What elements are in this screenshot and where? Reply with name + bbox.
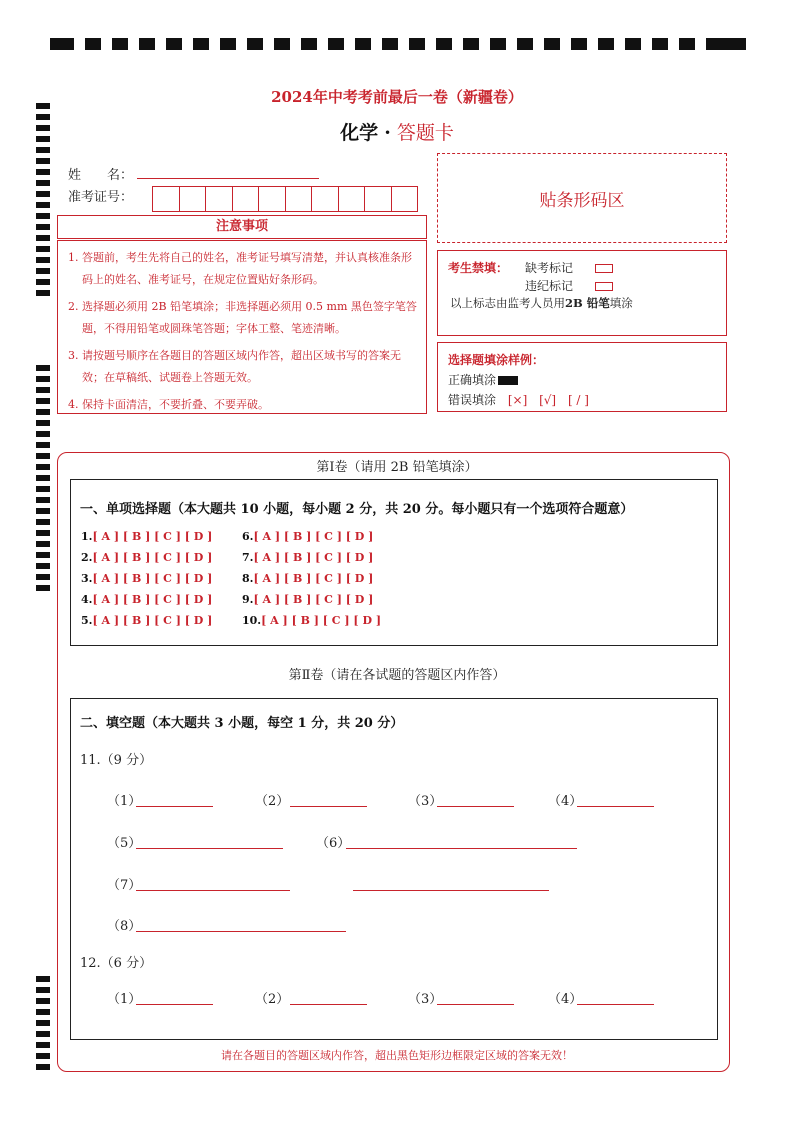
proctor-note-prefix: 以上标志由监考人员用 [450,296,565,310]
question-number: 4. [81,593,93,606]
q11-blank-3[interactable] [408,790,442,809]
correct-fill-row [448,371,518,388]
footer-warning: 请在各题目的答题区域内作答，超出黑色矩形边框限定区域的答案无效！ [221,1049,573,1062]
blank-number: （1） [107,794,142,809]
wrong-fill-mark: [×] [507,393,528,407]
blank-number: （6） [316,836,351,851]
wrong-fill-mark: [ / ] [567,393,589,407]
q12-blank-4[interactable] [548,988,582,1007]
choice-question-7[interactable] [242,551,373,564]
question-12-label: 12.（6 分） [80,956,153,971]
absent-mark-row [525,259,613,276]
absent-mark-box[interactable] [595,264,613,273]
choice-options[interactable]: [ A ] [ B ] [ C ] [ D ] [92,572,213,585]
question-number: 1. [81,530,93,543]
blank-number: （2） [255,992,290,1007]
notice-item: 3. 请按题号顺序在各题目的答题区域内作答，超出区域书写的答案无效；在草稿纸、试题卷上答题无效。 [68,349,401,384]
choice-section-title: 一、单项选择题（本大题共 10 小题，每小题 2 分，共 20 分。每小题只有一个选项符合题意） [80,502,634,517]
choice-question-2[interactable] [81,551,212,564]
proctor-mark-label: 考生禁填： [448,261,509,275]
answer-line[interactable] [290,1003,367,1005]
fill-sample-heading: 选择题填涂样例： [448,353,545,367]
answer-line[interactable] [577,805,654,807]
exam-id-digit-box[interactable] [392,187,418,211]
blank-number: （3） [408,992,443,1007]
question-number: 8. [242,572,254,585]
question-number: 2. [81,551,93,564]
answer-line[interactable] [346,847,577,849]
question-number: 9. [242,593,254,606]
answer-line[interactable] [136,1003,213,1005]
q12-blank-2[interactable] [255,988,289,1007]
choice-question-9[interactable] [242,593,373,606]
answer-line[interactable] [136,805,213,807]
question-number: 5. [81,614,93,627]
wrong-fill-label: 错误填涂 [448,393,497,407]
fill-section-box [70,698,718,1040]
proctor-note-bold: 2B 铅笔 [565,296,610,310]
exam-id-digit-box[interactable] [312,187,339,211]
choice-question-10[interactable] [242,614,381,627]
proctor-note [450,295,633,311]
notice-item: 4. 保持卡面清洁，不要折叠、不要弄破。 [68,398,269,411]
exam-id-digit-box[interactable] [259,187,286,211]
answer-line[interactable] [437,1003,514,1005]
wrong-fill-mark: [√] [539,393,557,407]
notice-heading: 注意事项 [57,215,427,239]
choice-question-5[interactable] [81,614,212,627]
answer-line[interactable] [290,805,367,807]
exam-id-boxes[interactable] [152,186,418,212]
question-number: 6. [242,530,254,543]
proctor-note-suffix: 填涂 [609,296,633,310]
proctor-mark-box [437,250,727,336]
subject-name: 化学 [340,122,379,144]
name-field[interactable] [137,177,319,179]
q12-blank-1[interactable] [107,988,141,1007]
exam-id-label: 准考证号： [68,190,134,205]
exam-id-digit-box[interactable] [286,187,313,211]
correct-fill-label: 正确填涂 [448,373,497,387]
q12-blank-3[interactable] [408,988,442,1007]
exam-id-digit-box[interactable] [233,187,260,211]
answer-line[interactable] [353,889,549,891]
question-number: 3. [81,572,93,585]
barcode-area [437,153,727,243]
question-number: 7. [242,551,254,564]
q11-blank-8[interactable] [107,915,141,934]
blank-number: （3） [408,794,443,809]
answer-line[interactable] [577,1003,654,1005]
blank-number: （2） [255,794,290,809]
choice-options[interactable]: [ A ] [ B ] [ C ] [ D ] [92,551,213,564]
barcode-area-label: 贴条形码区 [539,190,625,211]
blank-number: （4） [548,992,583,1007]
blank-number: （8） [107,919,142,934]
violation-mark-box[interactable] [595,282,613,291]
question-number: 10. [242,614,262,627]
answer-line[interactable] [136,930,346,932]
choice-question-4[interactable] [81,593,212,606]
card-name: 答题卡 [396,122,454,144]
q11-blank-2[interactable] [255,790,289,809]
title-separator: · [384,122,391,144]
choice-options[interactable]: [ A ] [ B ] [ C ] [ D ] [261,614,382,627]
fill-section-title: 二、填空题（本大题共 3 小题，每空 1 分，共 20 分） [80,716,404,731]
part1-caption: 第Ⅰ卷（请用 2B 铅笔填涂） [316,460,478,475]
top-timing-marks [50,38,746,52]
question-11-label: 11.（9 分） [80,753,153,768]
choice-question-8[interactable] [242,572,373,585]
name-label: 姓 名： [68,168,134,183]
choice-options[interactable]: [ A ] [ B ] [ C ] [ D ] [253,530,374,543]
q11-blank-4[interactable] [548,790,582,809]
violation-mark-label: 违纪标记 [525,279,574,293]
answer-line[interactable] [136,847,283,849]
absent-mark-label: 缺考标记 [525,261,574,275]
choice-options[interactable]: [ A ] [ B ] [ C ] [ D ] [253,572,374,585]
correct-fill-swatch [498,376,518,385]
exam-id-digit-box[interactable] [206,187,233,211]
part2-caption: 第Ⅱ卷（请在各试题的答题区内作答） [288,668,506,683]
choice-options[interactable]: [ A ] [ B ] [ C ] [ D ] [92,593,213,606]
q11-blank-7[interactable] [107,874,141,893]
q11-blank-1[interactable] [107,790,141,809]
blank-number: （5） [107,836,142,851]
violation-mark-row [525,277,613,294]
q11-blank-5[interactable] [107,832,141,851]
notice-list [57,240,427,414]
answer-line[interactable] [136,889,290,891]
wrong-fill-row [448,391,589,408]
notice-item: 1. 答题前，考生先将自己的姓名，准考证号填写清楚，并认真核准条形码上的姓名、准考证号，在规定位置贴好条形码。 [68,251,412,286]
fill-sample-box [437,342,727,412]
choice-question-6[interactable] [242,530,373,543]
exam-id-digit-box[interactable] [153,187,180,211]
exam-title: 2024年中考考前最后一卷（新疆卷） [271,88,523,106]
exam-id-digit-box[interactable] [365,187,392,211]
notice-item: 2. 选择题必须用 2B 铅笔填涂；非选择题必须用 0.5 mm 黑色签字笔答题，不得用铅笔或圆珠笔答题；字体工整、笔迹清晰。 [68,300,417,335]
exam-id-digit-box[interactable] [180,187,207,211]
choice-question-3[interactable] [81,572,212,585]
blank-number: （7） [107,878,142,893]
choice-options[interactable]: [ A ] [ B ] [ C ] [ D ] [253,551,374,564]
answer-line[interactable] [437,805,514,807]
choice-options[interactable]: [ A ] [ B ] [ C ] [ D ] [92,530,213,543]
exam-id-digit-box[interactable] [339,187,366,211]
blank-number: （4） [548,794,583,809]
q11-blank-6[interactable] [316,832,350,851]
choice-question-1[interactable] [81,530,212,543]
blank-number: （1） [107,992,142,1007]
card-subtitle [0,118,794,145]
choice-options[interactable]: [ A ] [ B ] [ C ] [ D ] [253,593,374,606]
choice-options[interactable]: [ A ] [ B ] [ C ] [ D ] [92,614,213,627]
